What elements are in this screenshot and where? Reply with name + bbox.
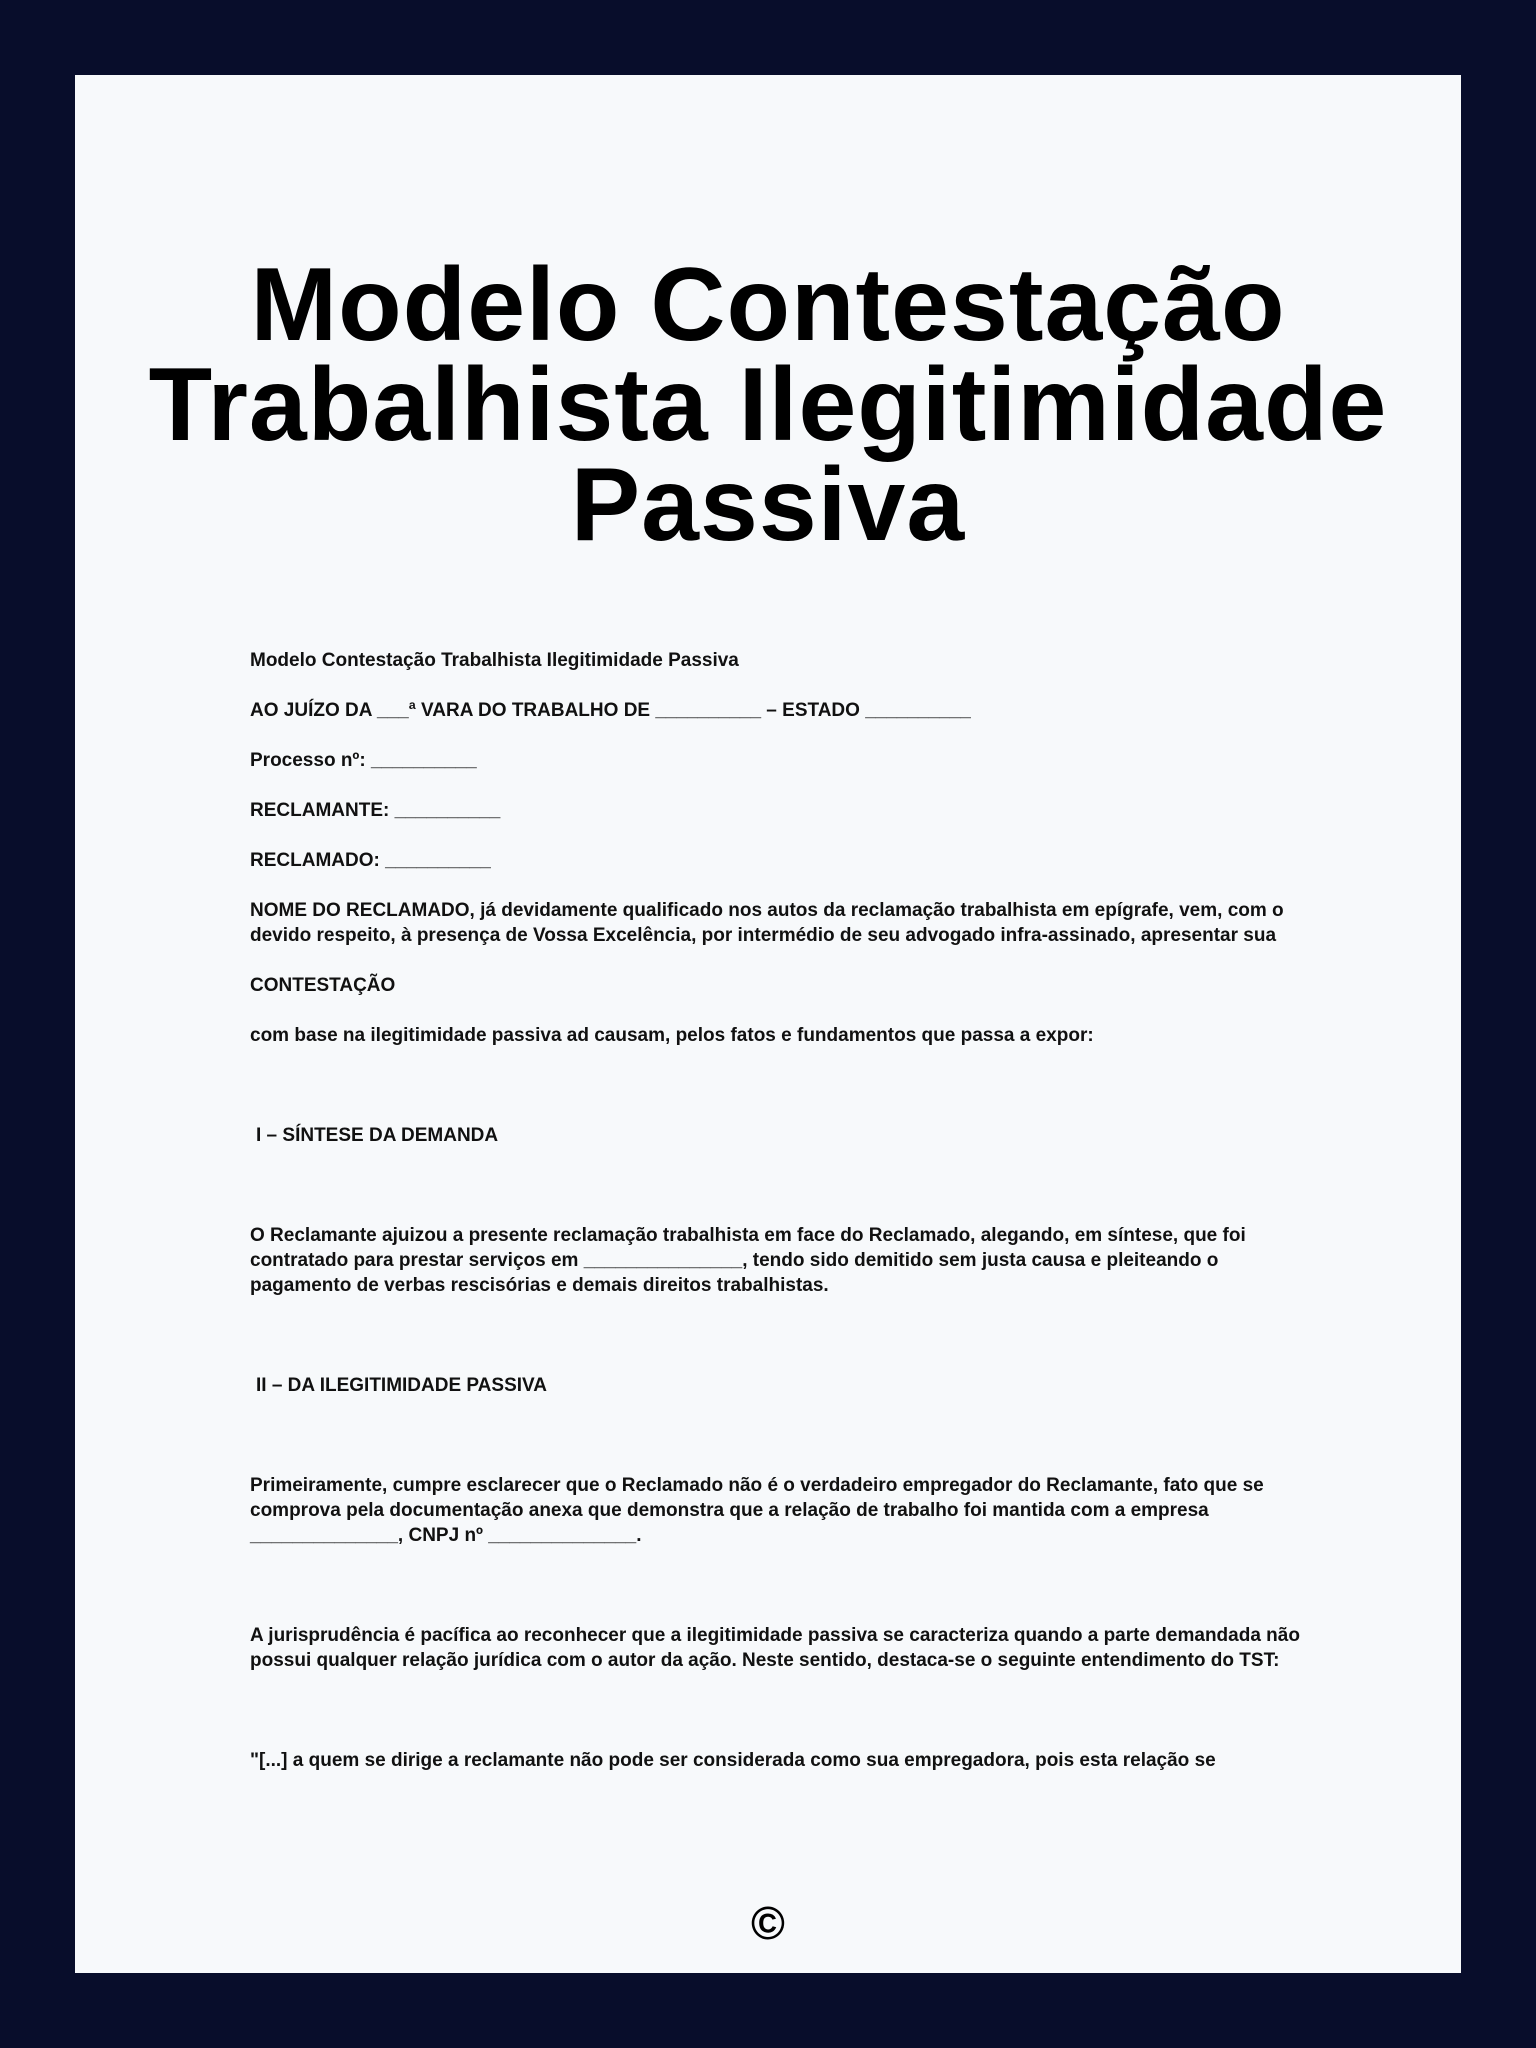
document-body: [250, 648, 1310, 1773]
doc-heading: Modelo Contestação Trabalhista Ilegitimidade Passiva: [250, 650, 739, 671]
page-title: [135, 247, 1401, 563]
jurisprudence-paragraph: A jurisprudência é pacífica ao reconhecer que a ilegitimidade passiva se caracteriza quando a parte demandada não possui qualquer relação jurídica com o autor da ação. Neste sentido, destaca-se o seguinte entendimento do TST:: [250, 1625, 1300, 1671]
copyright-icon: ©: [751, 1897, 785, 1949]
summary-paragraph: O Reclamante ajuizou a presente reclamação trabalhista em face do Reclamado, alegando, em síntese, que foi contratado para prestar serviços em _______________, tendo sido demitido sem justa causa e pleiteando o pagamento de verbas rescisórias e demais direitos trabalhistas.: [250, 1225, 1246, 1296]
quote-paragraph: "[...] a quem se dirige a reclamante não pode ser considerada como sua empregadora, pois esta relação se: [250, 1750, 1216, 1771]
title-line-2: Trabalhista Ilegitimidade: [148, 347, 1388, 463]
claimant-line: RECLAMANTE: __________: [250, 800, 501, 821]
section-heading-1: I – SÍNTESE DA DEMANDA: [256, 1125, 499, 1146]
title-line-1: Modelo Contestação: [250, 247, 1286, 363]
intro-paragraph: NOME DO RECLAMADO, já devidamente qualificado nos autos da reclamação trabalhista em epígrafe, vem, com o devido respeito, à presença de Vossa Excelência, por intermédio de seu advogado infra-assinado, apresentar sua: [250, 900, 1284, 946]
defendant-line: RECLAMADO: __________: [250, 850, 491, 871]
document-page: [75, 75, 1461, 1973]
illegitimacy-paragraph: Primeiramente, cumpre esclarecer que o Reclamado não é o verdadeiro empregador do Reclamante, fato que se comprova pela documentação anexa que demonstra que a relação de trabalho foi mantida com a empresa ______________, CNPJ nº ______________.: [250, 1475, 1264, 1546]
contestacao-heading: CONTESTAÇÃO: [250, 975, 396, 996]
section-heading-2: II – DA ILEGITIMIDADE PASSIVA: [256, 1375, 548, 1396]
title-line-3: Passiva: [570, 447, 966, 563]
court-address: AO JUÍZO DA ___ª VARA DO TRABALHO DE __________ – ESTADO __________: [250, 700, 971, 721]
process-number: Processo nº: __________: [250, 750, 477, 771]
basis-paragraph: com base na ilegitimidade passiva ad causam, pelos fatos e fundamentos que passa a expor:: [250, 1025, 1094, 1046]
